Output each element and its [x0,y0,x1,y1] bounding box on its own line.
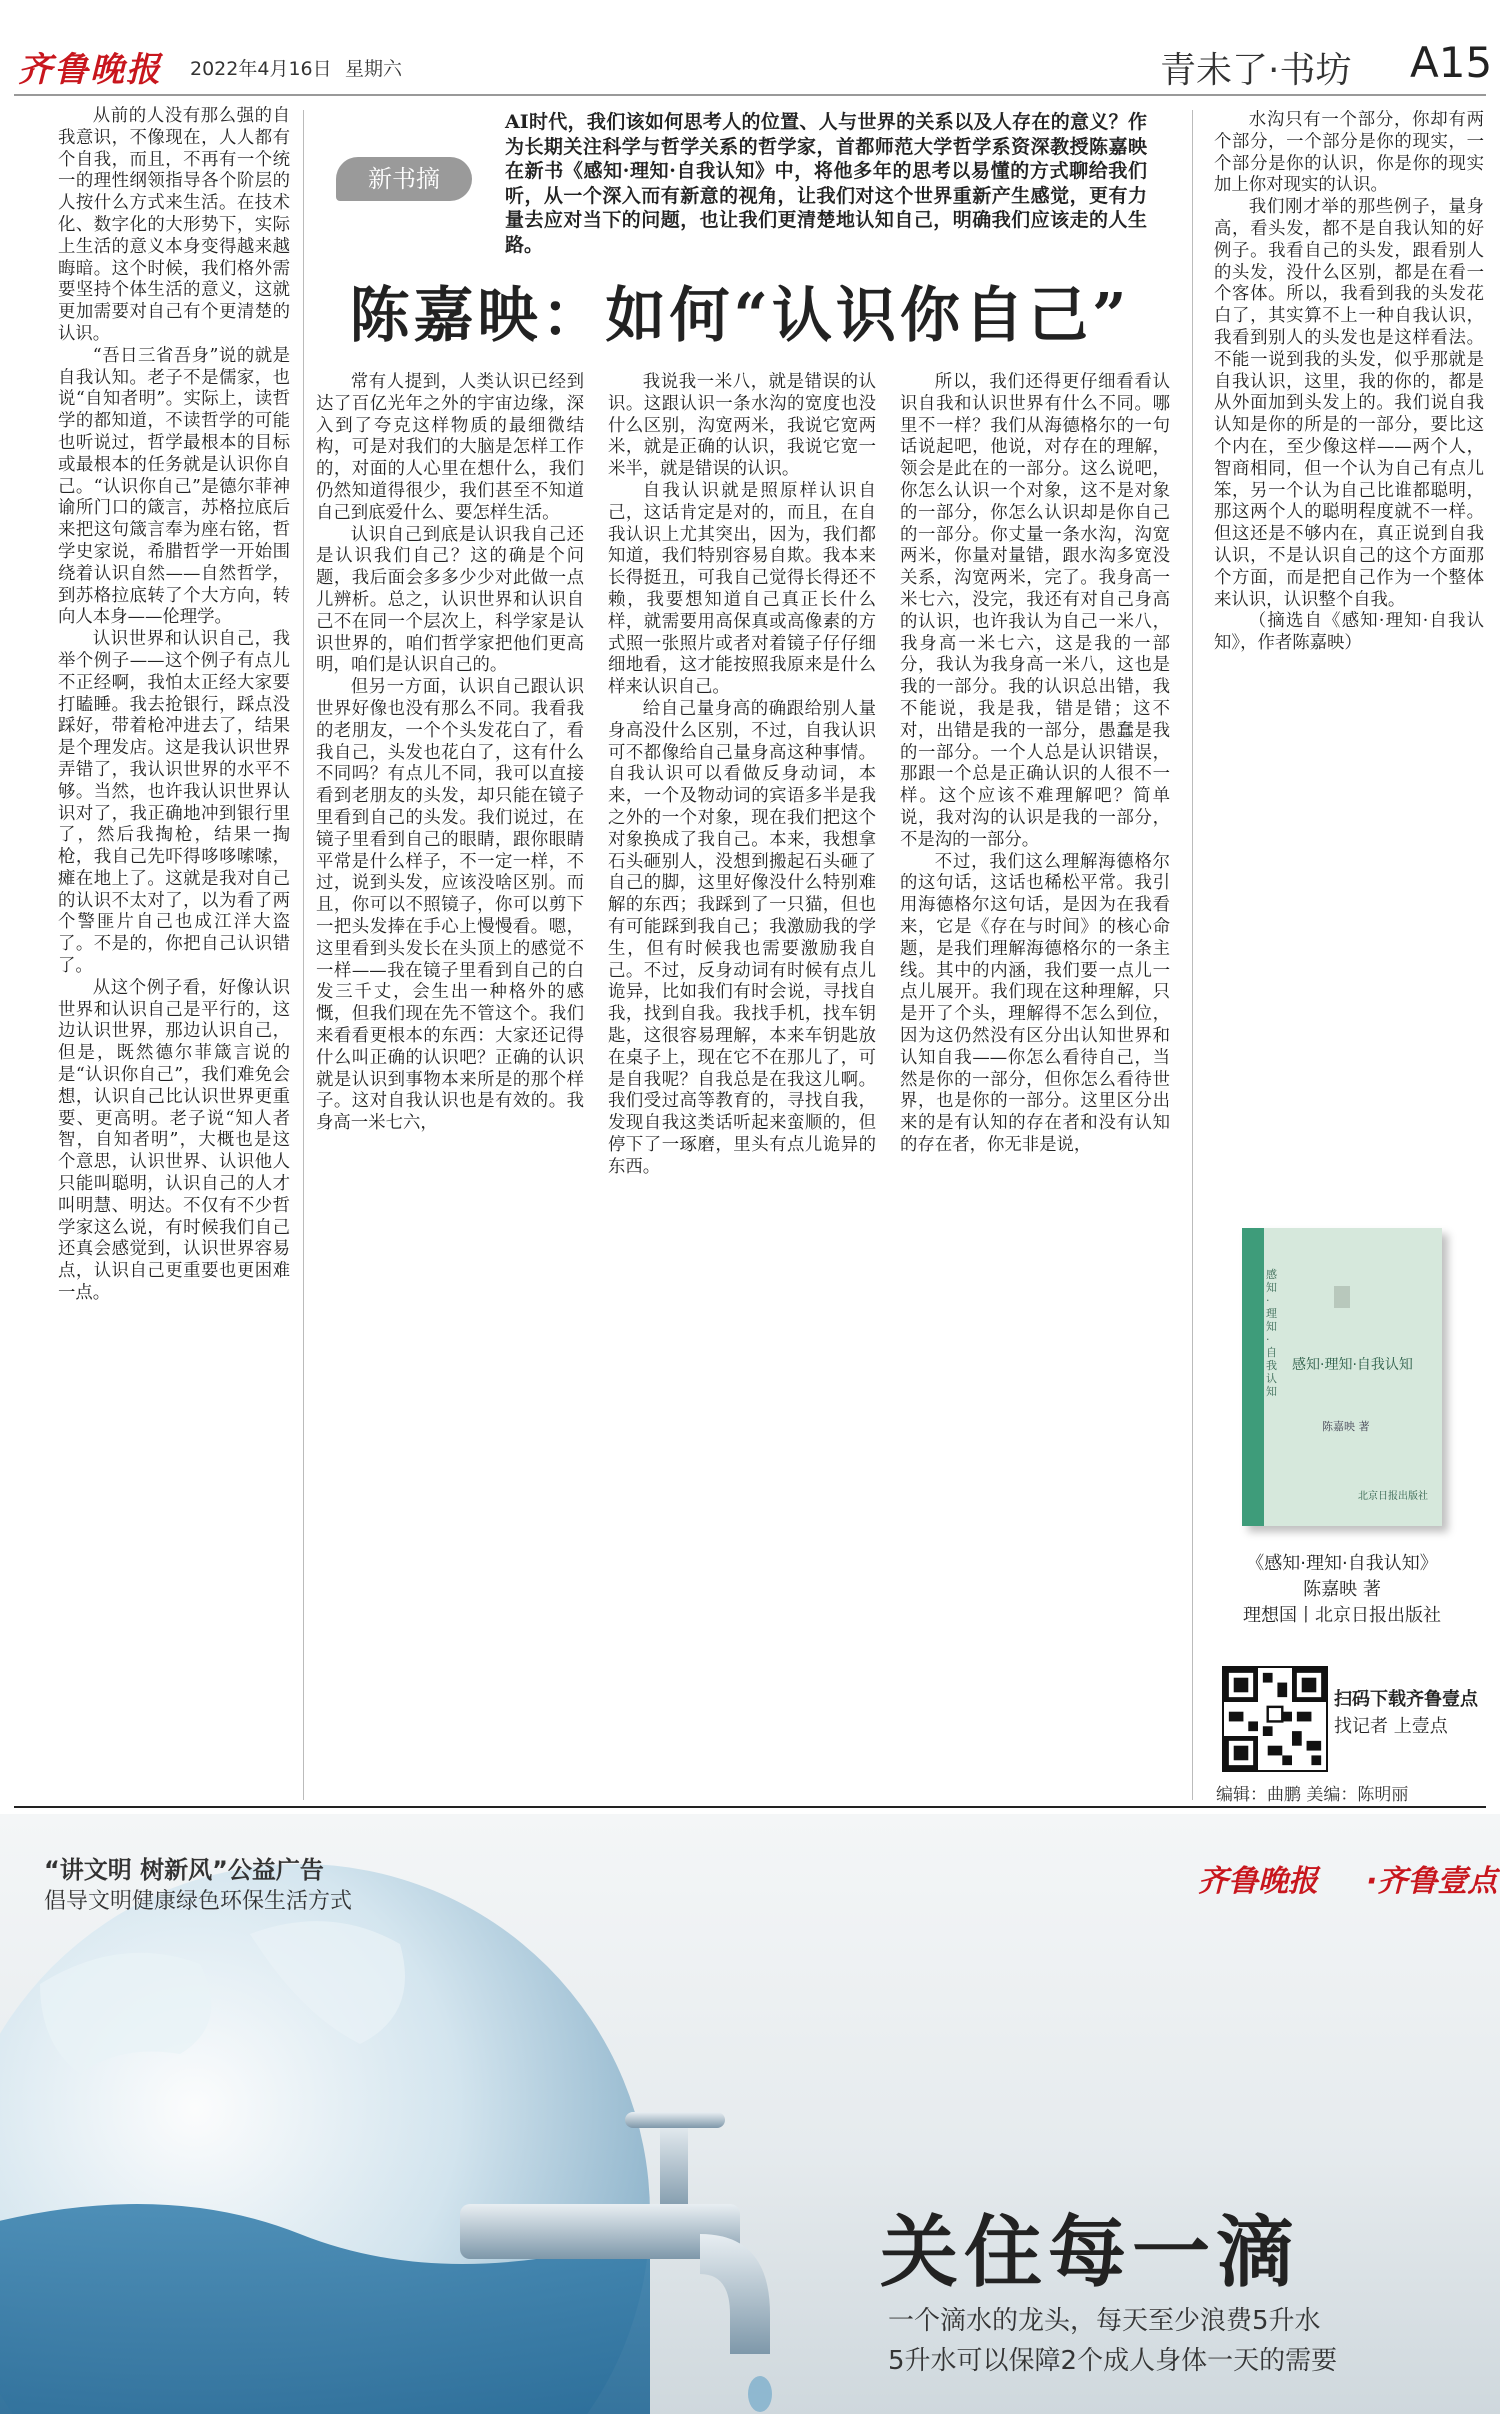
column-divider [1192,110,1193,1800]
ad-brand-logo-2: ·齐鲁壹点 [1366,1864,1498,1899]
article-column-4 [900,372,1170,1792]
article-column-2 [316,372,584,1792]
editor-credits: 编辑：曲鹏 美编：陈明丽 [1216,1785,1409,1805]
column-divider [303,110,304,1800]
qr-caption [1334,1686,1478,1740]
qr-caption-line2: 找记者 上壹点 [1334,1716,1448,1737]
header-rule [14,94,1486,96]
paragraph: “吾日三省吾身”说的就是自我认知。老子不是儒家，也说“自知者明”。实际上，读哲学的都知道，不读哲学的可能也听说过，哲学最根本的目标或最根本的任务就是认识你自己。“认识你自己”是德尔菲神谕所门口的箴言，苏格拉底后来把这句箴言奉为座右铭，哲学史家说，希腊哲学一开始围绕着认识自然——自然哲学，到苏格拉底转了个大方向，转向人本身——伦理学。 [58,345,290,628]
paragraph: 从前的人没有那么强的自我意识，不像现在，人人都有个自我，而且，不再有一个统一的理性纲领指导各个阶层的人按什么方式来生活。在技术化、数字化的大形势下，实际上生活的意义本身变得越来越晦暗。这个时候，我们格外需要坚持个体生活的意义，这就更加需要对自己有个更清楚的认识。 [58,106,290,344]
ad-subline: 倡导文明健康绿色环保生活方式 [44,1889,353,1914]
qr-code-pattern [1224,1668,1326,1770]
faucet-body [460,2204,740,2259]
book-spine [1242,1228,1264,1526]
book-caption-publisher: 理想国丨北京日报出版社 [1243,1605,1441,1626]
article-title: 陈嘉映：如何“认识你自己” [349,281,1131,351]
article-column-3 [608,372,876,1792]
new-excerpt-tag: 新书摘 [336,157,472,201]
excerpt-source: （摘选自《感知·理知·自我认知》，作者陈嘉映） [1214,611,1484,654]
article-intro: AI时代，我们该如何思考人的位置、人与世界的关系以及人存在的意义？作为长期关注科学与哲学关系的哲学家，首都师范大学哲学系资深教授陈嘉映在新书《感知·理知·自我认知》中，将他多年的思考以易懂的方式聊给我们听，从一个深入而有新意的视角，让我们对这个世界重新产生感觉，更有力量去应对当下的问题，也让我们更清楚地认知自己，明确我们应该走的人生路。 [505,111,1147,256]
paragraph: 认识自己到底是认识我自己还是认识我们自己？这的确是个问题，我后面会多多少少对此做一点儿辨析。总之，认识世界和认识自己不在同一个层次上，科学家是认识世界的，咱们哲学家把他们更高明，咱们是认识自己的。 [316,524,584,676]
water-drop [748,2376,772,2412]
ad-divider-rule [14,1806,1486,1808]
ad-brand-logo: 齐鲁晚报 [1198,1864,1318,1899]
paragraph: 从这个例子看，好像认识世界和认识自己是平行的，这边认识世界，那边认识自己，但是，既然德尔菲箴言说的是“认识你自己”，我们难免会想，认识自己比认识世界更重要、更高明。老子说“知人者智，自知者明”，大概也是这个意思，认识世界、认识他人只能叫聪明，认识自己的人才叫明慧、明达。不仅有不少哲学家这么说，有时候我们自己还真会感觉到，认识世界容易点，认识自己更重要也更困难一点。 [58,977,290,1304]
issue-weekday: 星期六 [345,58,403,80]
paragraph: 所以，我们还得更仔细看看认识自我和认识世界有什么不同。哪里不一样？我们从海德格尔的一句话说起吧，他说，对存在的理解，领会是此在的一部分。这么说吧，你怎么认识一个对象，这不是对象的一部分，你怎么认识却是你自己的一部分。你丈量一条水沟，沟宽两米，你量对量错，跟水沟多宽没关系，沟宽两米，完了。我身高一米七六，没完，我还有对自己身高的认识，也许我认为自己一米八，我身高一米七六，这是我的一部分，我认为我身高一米八，这也是我的一部分。我的认识总出错，我不能说，我是我，错是错；这不对，出错是我的一部分，愚蠢是我的一部分。一个人总是认识错误，那跟一个总是正确认识的人很不一样。这个应该不难理解吧？简单说，我对沟的认识是我的一部分，不是沟的一部分。 [900,372,1170,850]
faucet-handle [625,2112,725,2128]
book-cover-emblem [1334,1286,1350,1308]
ad-copy-line-2: 5升水可以保障2个成人身体一天的需要 [888,2346,1338,2376]
paragraph: 自我认识就是照原样认识自己，这话肯定是对的，而且，在自我认识上尤其突出，因为，我们都知道，我们特别容易自欺。我本来长得挺丑，可我自己觉得长得还不赖，我要想知道自己真正长什么样，就需要用高保真或高像素的方式照一张照片或者对着镜子仔仔细细地看，这才能按照我原来是什么样来认识自己。 [608,480,876,698]
issue-date: 2022年4月16日 [190,58,332,80]
qr-code[interactable] [1222,1666,1328,1772]
ad-headline: 关住每一滴 [880,2207,1301,2298]
paragraph: 不过，我们这么理解海德格尔的这句话，这话也稀松平常。我引用海德格尔这句话，是因为在我看来，它是《存在与时间》的核心命题，是我们理解海德格尔的一条主线。其中的内涵，我们要一点儿一点儿展开。我们现在这种理解，只是开了个头，理解得不怎么到位，因为这仍然没有区分出认知世界和认知自我——你怎么看待自己，当然是你的一部分，但你怎么看待世界，也是你的一部分。这里区分出来的是有认知的存在者和没有认知的存在者，你无非是说， [900,851,1170,1155]
section-title: 青未了·书坊 [1160,50,1352,91]
book-caption-title: 《感知·理知·自我认知》 [1246,1553,1438,1574]
paragraph: 给自己量身高的确跟给别人量身高没什么区别，不过，自我认识可不都像给自己量身高这种事情。自我认识可以看做反身动词，本来，一个及物动词的宾语多半是我之外的一个对象，现在我们把这个对象换成了我自己。本来，我想拿石头砸别人，没想到搬起石头砸了自己的脚，这里好像没什么特别难解的东西；我踩到了一只猫，但也有可能踩到我自己；我激励我的学生，但有时候我也需要激励我自己。不过，反身动词有时候有点儿诡异，比如我们有时会说，寻找自我，找到自我。我找手机，找车钥匙，这很容易理解，本来车钥匙放在桌子上，现在它不在那儿了，可是自我呢？自我总是在我这儿啊。我们受过高等教育的，寻找自我，发现自我这类话听起来蛮顺的，但停下了一琢磨，里头有点儿诡异的东西。 [608,698,876,1177]
ad-tagline: “讲文明 树新风”公益广告 [44,1856,324,1884]
article-column-5 [1214,110,1484,750]
paragraph: 我说我一米八，就是错误的认识。这跟认识一条水沟的宽度也没什么区别，沟宽两米，我说它宽两米，就是正确的认识，我说它宽一米半，就是错误的认识。 [608,372,876,480]
paragraph: 水沟只有一个部分，你却有两个部分，一个部分是你的现实，一个部分是你的认识，你是你的现实加上你对现实的认识。 [1214,110,1484,196]
book-cover-title: 感知·理知·自我认知 [1292,1357,1413,1373]
paragraph: 认识世界和认识自己，我举个例子——这个例子有点儿不正经啊，我怕太正经大家要打瞌睡。我去抢银行，踩点没踩好，带着枪冲进去了，结果是个理发店。这是我认识世界弄错了，我认识世界的水平不够。当然，也许我认识世界认识对了，我正确地冲到银行里了，然后我掏枪，结果一掏枪，我自己先吓得哆哆嗦嗦，瘫在地上了。这就是我对自己的认识不太对了，以为看了两个警匪片自己也成江洋大盗了。不是的，你把自己认识错了。 [58,629,290,977]
paragraph: 但另一方面，认识自己跟认识世界好像也没有那么不同。我看我的老朋友，一个个头发花白了，看我自己，头发也花白了，这有什么不同吗？有点儿不同，我可以直接看到老朋友的头发，却只能在镜子里看到自己的头发。我们说过，在镜子里看到自己的眼睛，跟你眼睛平常是什么样子，不一定一样，不过，说到头发，应该没啥区别。而且，你可以不照镜子，你可以剪下一把头发捧在手心上慢慢看。嗯，这里看到头发长在头顶上的感觉不一样——我在镜子里看到自己的白发三千丈，会生出一种格外的感慨，但我们现在先不管这个。我们来看看更根本的东西：大家还记得什么叫正确的认识吧？正确的认识就是认识到事物本来所是的那个样子。这对自我认识也是有效的。我身高一米七六， [316,677,584,1134]
book-caption-author: 陈嘉映 著 [1303,1579,1381,1600]
faucet-spout [700,2234,770,2354]
article-column-1 [58,106,290,1786]
paragraph: 常有人提到，人类认识已经到达了百亿光年之外的宇宙边缘，深入到了夸克这样物质的最细微结构，可是对我们的大脑是怎样工作的，对面的人心里在想什么，我们仍然知道得很少，我们甚至不知道自己到底爱什么、要怎样生活。 [316,372,584,523]
qr-caption-line1: 扫码下载齐鲁壹点 [1334,1689,1478,1710]
book-cover-publisher: 北京日报出版社 [1358,1491,1428,1502]
paragraph: 我们刚才举的那些例子，量身高，看头发，都不是自我认知的好例子。我看自己的头发，跟看别人的头发，没什么区别，都是在看一个客体。所以，我看到我的头发花白了，其实算不上一种自我认识，我看到别人的头发也是这样看法。不能一说到我的头发，似乎那就是自我认识，这里，我的你的，都是从外面加到头发上的。我们说自我认知是你的所是的一部分，要比这个内在，至少像这样——两个人，智商相同，但一个认为自己有点儿笨，另一个认为自己比谁都聪明，那这两个人的聪明程度就不一样。但这还是不够内在，真正说到自我认识，不是认识自己的这个方面那个方面，而是把自己作为一个整体来认识，认识整个自我。 [1214,197,1484,610]
book-face [1264,1228,1442,1526]
book-cover-spine-text: 感知·理知·自我认知 [1266,1268,1277,1398]
book-cover-image [1242,1228,1442,1526]
masthead-logo: 齐鲁晚报 [18,50,162,90]
faucet-handle-stem [660,2122,688,2212]
ad-copy-line-1: 一个滴水的龙头，每天至少浪费5升水 [888,2306,1321,2336]
book-cover-author: 陈嘉映 著 [1322,1420,1370,1433]
page-number: A15 [1410,38,1493,87]
